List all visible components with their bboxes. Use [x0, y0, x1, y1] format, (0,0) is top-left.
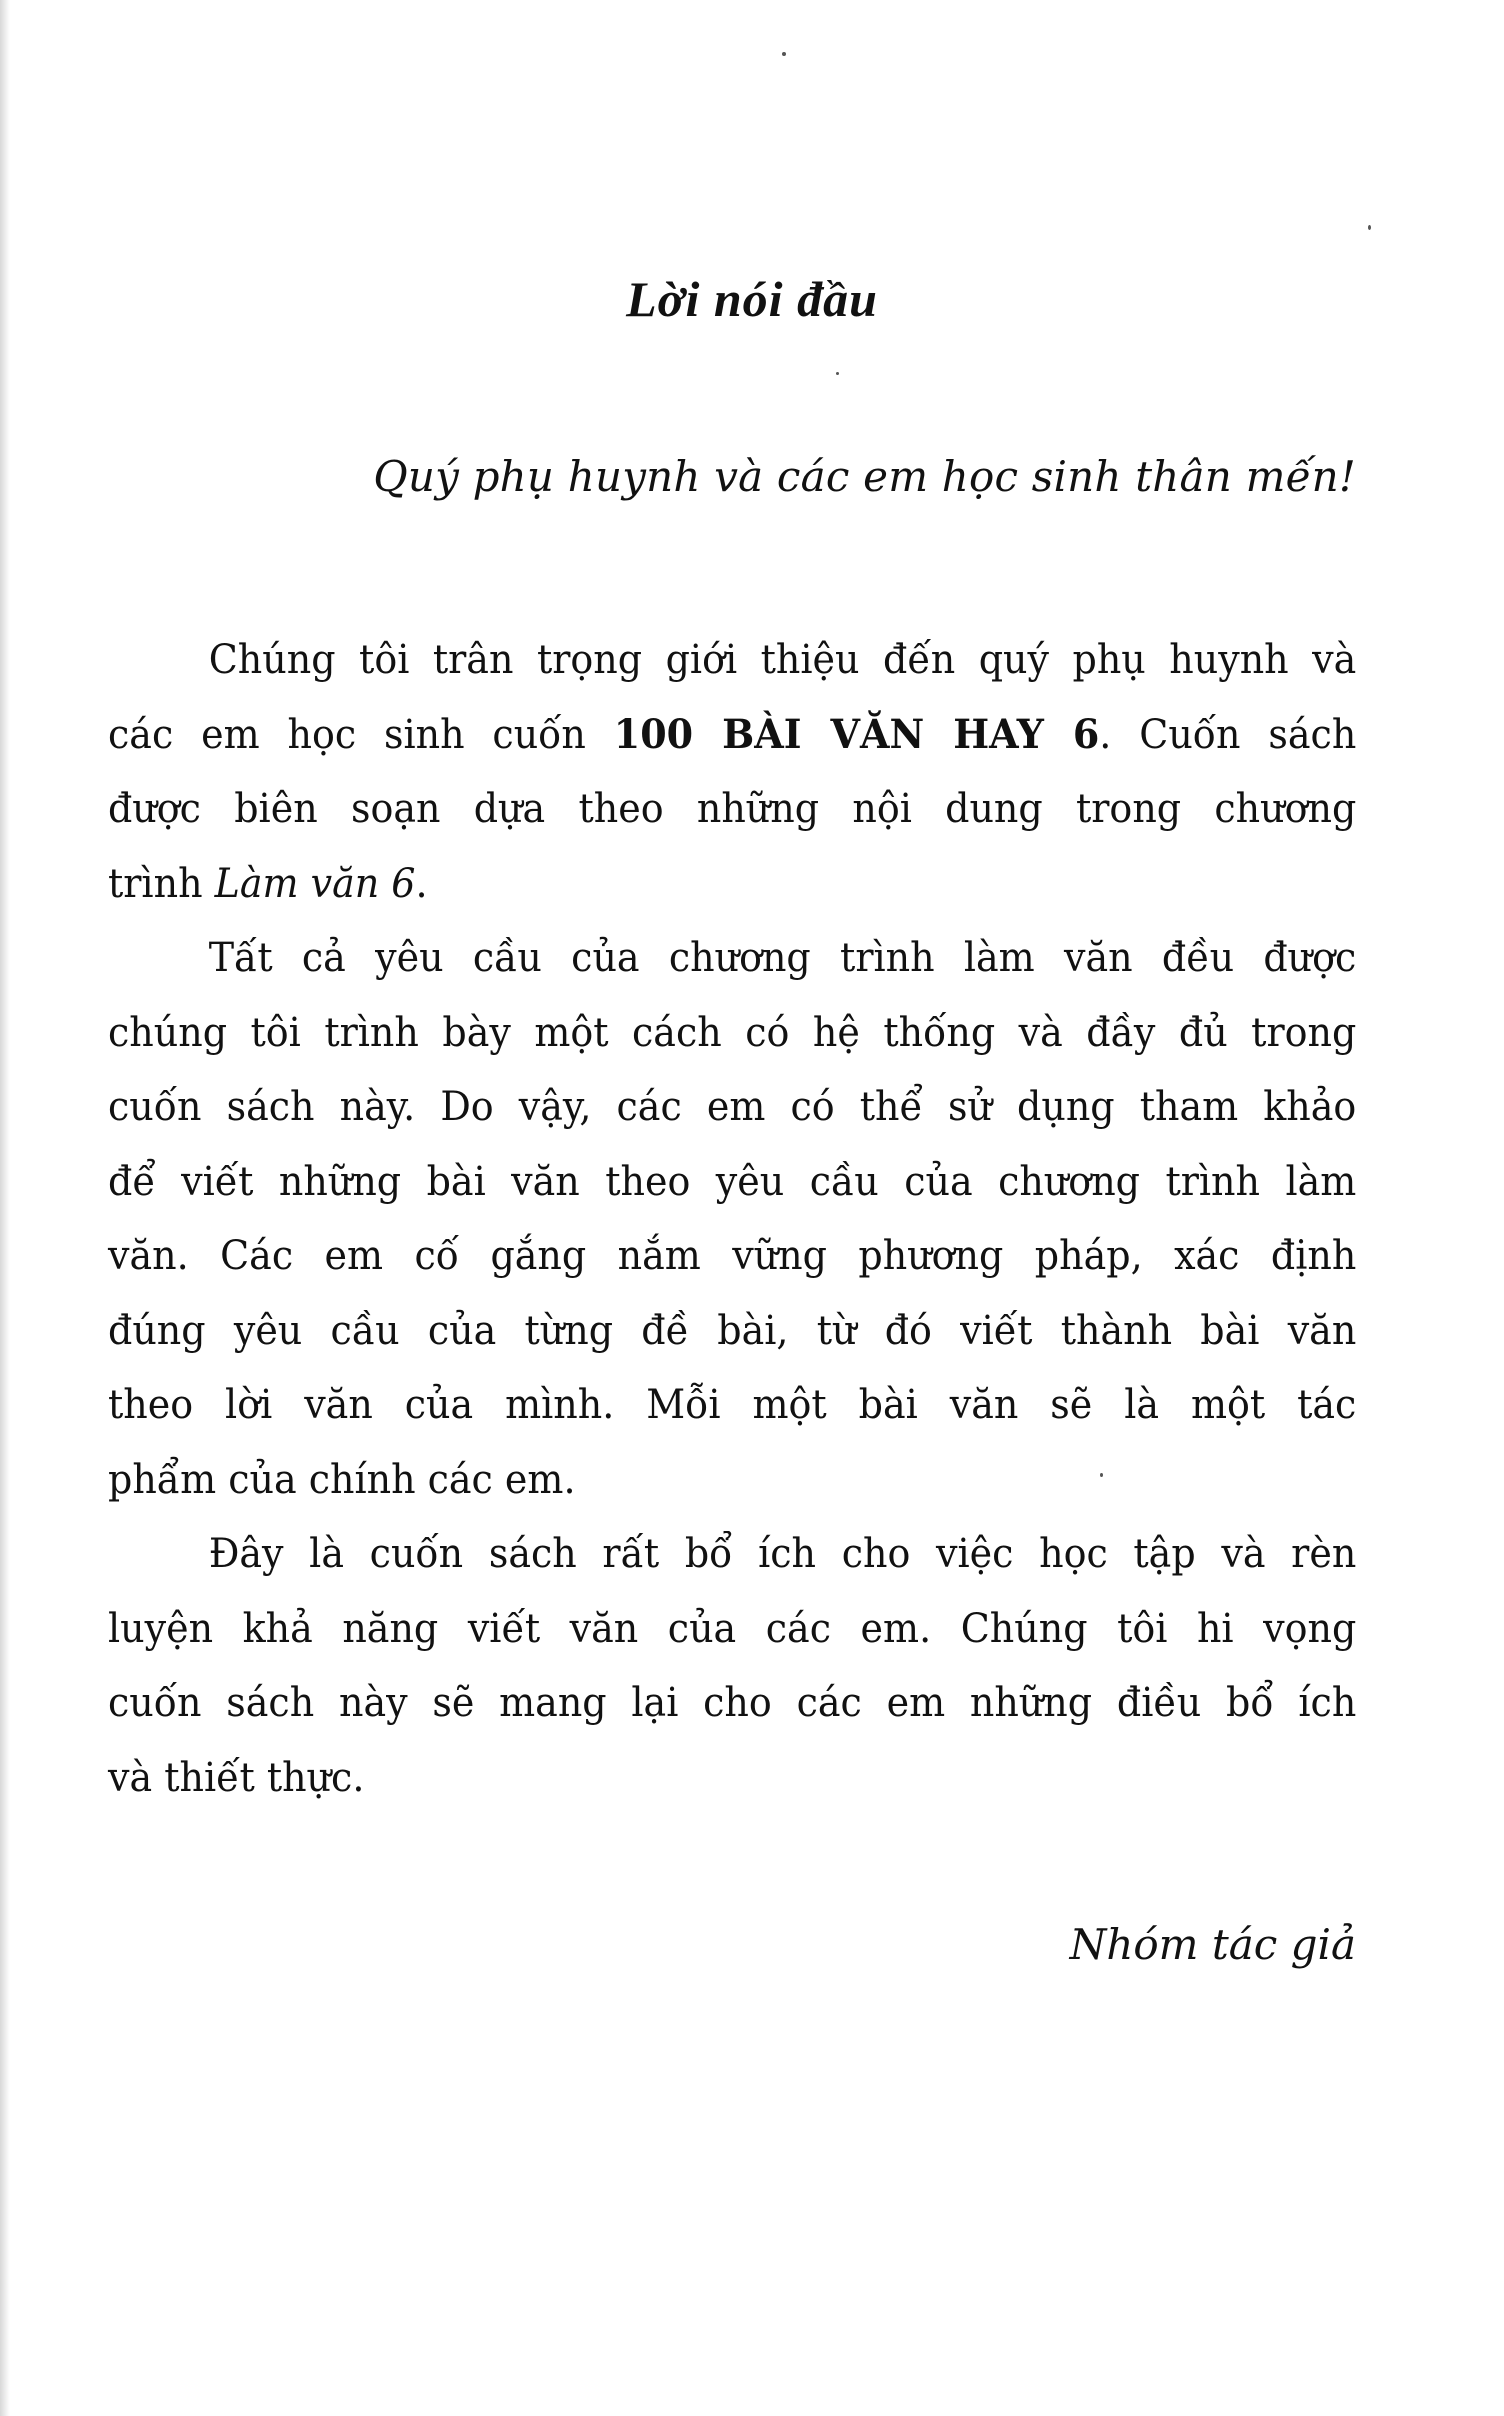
- course-title-italic: Làm văn 6: [214, 860, 416, 907]
- text-line: cuốn sách này. Do vậy, các em có thể sử dụng tham khảo: [108, 1084, 1357, 1130]
- text-line: văn. Các em cố gắng nắm vững phương pháp, xác định: [108, 1233, 1357, 1279]
- text-run: trình: [108, 860, 215, 907]
- text-line: chúng tôi trình bày một cách có hệ thống và đầy đủ trong: [108, 1009, 1357, 1056]
- scan-speck: [1100, 1473, 1103, 1477]
- scan-speck: [836, 372, 839, 375]
- scan-speck: [1368, 225, 1371, 230]
- text-line: Tất cả yêu cầu của chương trình làm văn đều được: [208, 935, 1357, 981]
- text-line: theo lời văn của mình. Mỗi một bài văn sẽ là một tác: [108, 1382, 1357, 1428]
- text-line: đúng yêu cầu của từng đề bài, từ đó viết thành bài văn: [108, 1307, 1357, 1354]
- scan-speck: [782, 52, 786, 56]
- signature: Nhóm tác giả: [1069, 1920, 1356, 1969]
- book-title-bold: 100 BÀI VĂN HAY 6: [613, 710, 1100, 758]
- text-line: [108, 847, 1356, 922]
- paragraph-2: [108, 921, 1356, 1517]
- text-line: [108, 698, 1356, 773]
- text-line: Đây là cuốn sách rất bổ ích cho việc học tập và rèn: [208, 1531, 1357, 1577]
- text-line: để viết những bài văn theo yêu cầu của chương trình làm: [108, 1158, 1357, 1205]
- paragraph-1: [108, 623, 1356, 921]
- text-run: các em học sinh cuốn: [108, 711, 614, 758]
- text-line: luyện khả năng viết văn của các em. Chúng tôi hi vọng: [108, 1605, 1357, 1652]
- paragraph-3: [108, 1517, 1356, 1815]
- text-line: và thiết thực.: [108, 1754, 365, 1801]
- page-title: Lời nói đầu: [626, 271, 878, 327]
- text-line: Chúng tôi trân trọng giới thiệu đến quý phụ huynh và: [208, 637, 1357, 683]
- text-line: được biên soạn dựa theo những nội dung trong chương: [108, 786, 1357, 832]
- greeting: Quý phụ huynh và các em học sinh thân mến!: [373, 452, 1356, 501]
- body-text: [108, 623, 1356, 1815]
- text-line: phẩm của chính các em.: [108, 1456, 576, 1503]
- text-run: . Cuốn sách: [1099, 711, 1357, 758]
- text-run: .: [415, 860, 428, 907]
- text-line: cuốn sách này sẽ mang lại cho các em những điều bổ ích: [108, 1680, 1357, 1726]
- scan-edge-shadow: [0, 0, 10, 2416]
